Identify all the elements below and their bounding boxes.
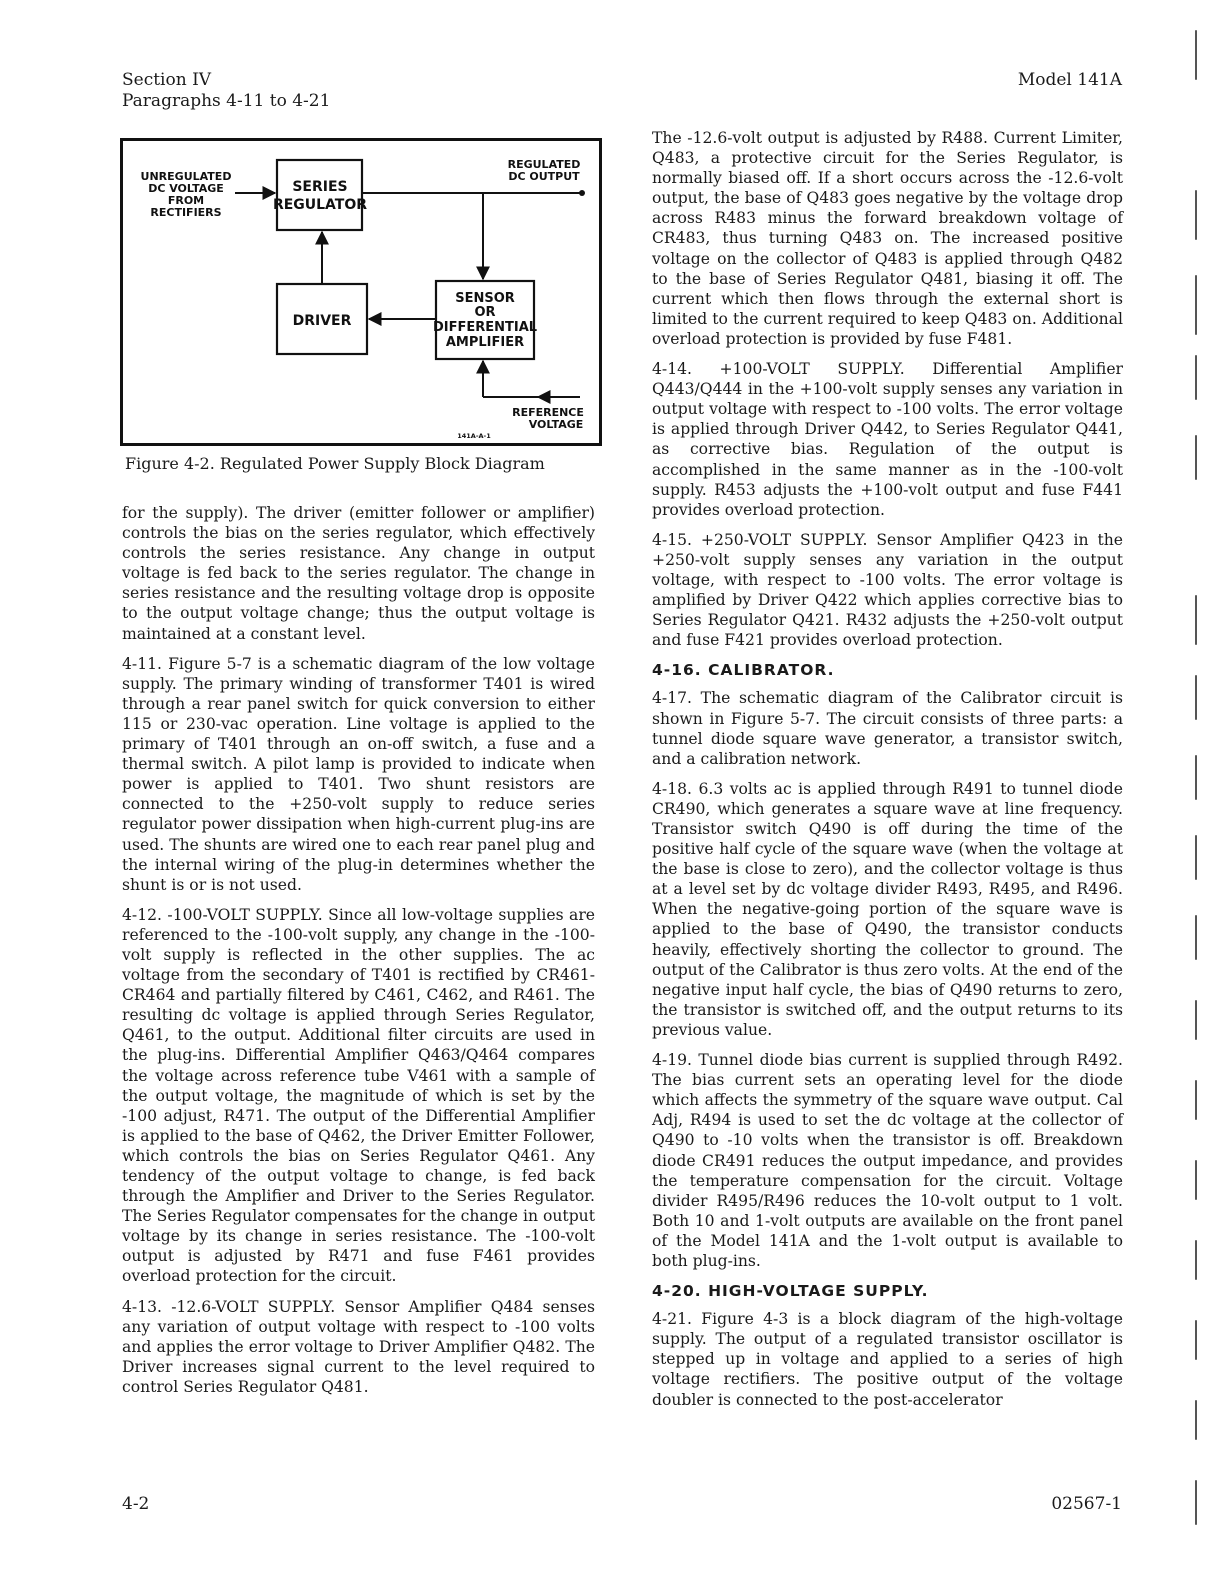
label-sensor-2: OR bbox=[474, 305, 496, 320]
label-sensor-3: DIFFERENTIAL bbox=[432, 320, 538, 335]
page-header-left bbox=[122, 70, 330, 112]
paragraph: 4-19. Tunnel diode bias current is supplied through R492. The bias current sets an operating level for the diode which affects the symmetry of the square wave output. Cal Adj, R494 is used to set the dc voltage at the collector of Q490 to -10 volts when the transistor is off. Breakdown diode CR491 reduces the output impedance, and provides the temperature compensation for the circuit. Voltage divider R495/R496 reduces the 10-volt output to 1 volt. Both 10 and 1-volt outputs are available on the front panel of the Model 141A and the 1-volt output is available to both plug-ins. bbox=[652, 1051, 1123, 1270]
label-reference-2: VOLTAGE bbox=[528, 418, 584, 431]
binding-mark bbox=[1195, 1400, 1197, 1440]
binding-mark bbox=[1195, 1160, 1197, 1200]
paragraph: 4-14. +100-VOLT SUPPLY. Differential Amplifier Q443/Q444 in the +100-volt supply senses any variation in output voltage with respect to -100 volts. The error voltage is applied through Driver Q442, to Series Regulator Q441, as corrective bias. Regulation of the output is accomplished in the same manner as in the -100-volt supply. R453 adjusts the +100-volt output and fuse F441 provides overload protection. bbox=[652, 360, 1123, 519]
label-sensor-4: AMPLIFIER bbox=[445, 335, 525, 350]
paragraph: for the supply). The driver (emitter follower or amplifier) controls the bias on the series regulator, which effectively controls the series resistance. Any change in output voltage is fed back to the series regulator. The change in series resistance and the resulting voltage drop is opposite to the output voltage change; thus the output voltage is maintained at a constant level. bbox=[122, 504, 595, 643]
section-label: Section IV bbox=[122, 70, 212, 90]
binding-mark bbox=[1195, 915, 1197, 960]
label-unregulated-2: DC VOLTAGE bbox=[148, 182, 224, 195]
label-unregulated-3: FROM bbox=[167, 194, 205, 207]
model-label: Model 141A bbox=[1017, 70, 1122, 90]
binding-mark bbox=[1195, 835, 1197, 880]
binding-mark bbox=[1195, 675, 1197, 720]
label-driver: DRIVER bbox=[292, 313, 352, 329]
left-column bbox=[122, 503, 595, 1407]
label-sensor-1: SENSOR bbox=[455, 291, 515, 306]
binding-mark bbox=[1195, 595, 1197, 645]
binding-mark bbox=[1195, 1240, 1197, 1280]
label-reference-1: REFERENCE bbox=[512, 406, 584, 419]
paragraph: 4-17. The schematic diagram of the Calibrator circuit is shown in Figure 5-7. The circuit consists of three parts: a tunnel diode square wave generator, a transistor switch, and a calibration network. bbox=[652, 689, 1123, 768]
binding-mark bbox=[1195, 1320, 1197, 1360]
binding-mark bbox=[1195, 435, 1197, 480]
block-diagram bbox=[120, 138, 602, 446]
binding-mark bbox=[1195, 355, 1197, 400]
document-number: 02567-1 bbox=[1051, 1494, 1122, 1514]
label-regulated-2: DC OUTPUT bbox=[508, 170, 580, 183]
label-series-2: REGULATOR bbox=[272, 197, 368, 213]
binding-mark bbox=[1195, 30, 1197, 80]
figure-id: 141A-A-1 bbox=[457, 432, 491, 440]
figure-caption: Figure 4-2. Regulated Power Supply Block Diagram bbox=[125, 454, 545, 473]
binding-mark bbox=[1195, 1480, 1197, 1525]
label-regulated-1: REGULATED bbox=[507, 158, 581, 171]
paragraph: 4-18. 6.3 volts ac is applied through R491 to tunnel diode CR490, which generates a square wave at line frequency. Transistor switch Q490 is off during the time of the positive half cycle of the square wave (when the voltage at the base is close to zero), and the collector voltage is thus at a level set by dc voltage divider R493, R495, and R496. When the negative-going portion of the square wave is applied to the base of Q490, the transistor conducts heavily, effectively shorting the collector to ground. The output of the Calibrator is thus zero volts. At the end of the negative input half cycle, the bias of Q490 returns to zero, the transistor is switched off, and the output returns to its previous value. bbox=[652, 779, 1123, 1039]
binding-mark bbox=[1195, 1080, 1197, 1120]
output-terminal bbox=[579, 190, 585, 196]
paragraph: 4-13. -12.6-VOLT SUPPLY. Sensor Amplifier Q484 senses any variation of output voltage with respect to -100 volts and applies the error voltage to Driver Amplifier Q482. The Driver increases signal current to the level required to control Series Regulator Q481. bbox=[122, 1297, 595, 1396]
binding-mark bbox=[1195, 1000, 1197, 1040]
section-heading-calibrator: 4-16. CALIBRATOR. bbox=[652, 661, 835, 680]
label-unregulated-4: RECTIFIERS bbox=[150, 206, 222, 219]
binding-mark bbox=[1195, 755, 1197, 800]
label-series-1: SERIES bbox=[292, 179, 348, 195]
page-number: 4-2 bbox=[122, 1494, 150, 1514]
paragraph: 4-15. +250-VOLT SUPPLY. Sensor Amplifier Q423 in the +250-volt supply senses any variation in the output voltage, with respect to -100 volts. The error voltage is amplified by Driver Q422 which applies corrective bias to Series Regulator Q421. R432 adjusts the +250-volt output and fuse F421 provides overload protection. bbox=[652, 530, 1123, 650]
binding-mark bbox=[1195, 190, 1197, 240]
binding-mark bbox=[1195, 275, 1197, 335]
section-heading-high-voltage: 4-20. HIGH-VOLTAGE SUPPLY. bbox=[652, 1282, 929, 1301]
paragraph: The -12.6-volt output is adjusted by R488. Current Limiter, Q483, a protective circuit for the Series Regulator, is normally biased off. If a short occurs across the -12.6-volt output, the base of Q483 goes negative by the voltage drop across R483 minus the forward breakdown voltage of CR483, thus turning Q483 on. The increased positive voltage on the collector of Q483 is applied through Q482 to the base of Series Regulator Q481, biasing it off. The current which then flows through the external short is limited to the current required to keep Q483 on. Additional overload protection is provided by fuse F481. bbox=[652, 129, 1123, 348]
paragraph: 4-12. -100-VOLT SUPPLY. Since all low-voltage supplies are referenced to the -100-volt supply, any change in the -100-volt supply is reflected in the other supplies. The ac voltage from the secondary of T401 is rectified by CR461-CR464 and partially filtered by C461, C462, and R461. The resulting dc voltage is applied through Series Regulator, Q461, to the output. Additional filter circuits are used in the plug-ins. Differential Amplifier Q463/Q464 compares the voltage across reference tube V461 with a sample of the output voltage, the magnitude of which is set by the -100 adjust, R471. The output of the Differential Amplifier is applied to the base of Q462, the Driver Emitter Follower, which controls the bias on Series Regulator Q461. Any tendency of the output voltage to change, is fed back through the Amplifier and Driver to the Series Regulator. The Series Regulator compensates for the change in output voltage by its change in series resistance. The -100-volt output is adjusted by R471 and fuse F461 provides overload protection for the circuit. bbox=[122, 905, 595, 1286]
paragraph: 4-11. Figure 5-7 is a schematic diagram of the low voltage supply. The primary winding of transformer T401 is wired through a rear panel switch for quick conversion to either 115 or 230-vac operation. Line voltage is applied to the primary of T401 through an on-off switch, a fuse and a thermal switch. A pilot lamp is provided to indicate when power is applied to T401. Two shunt resistors are connected to the +250-volt supply to reduce series regulator power dissipation when high-current plug-ins are used. The shunts are wired one to each rear panel plug and the internal wiring of the plug-in determines whether the shunt is or is not used. bbox=[122, 654, 595, 894]
paragraph: 4-21. Figure 4-3 is a block diagram of the high-voltage supply. The output of a regulated transistor oscillator is stepped up in voltage and applied to a series of high voltage rectifiers. The positive output of the voltage doubler is connected to the post-accelerator bbox=[652, 1310, 1123, 1409]
right-column bbox=[652, 128, 1123, 1420]
paragraph-range: Paragraphs 4-11 to 4-21 bbox=[122, 91, 331, 111]
label-unregulated-1: UNREGULATED bbox=[140, 170, 232, 183]
series-regulator-box bbox=[277, 160, 362, 230]
